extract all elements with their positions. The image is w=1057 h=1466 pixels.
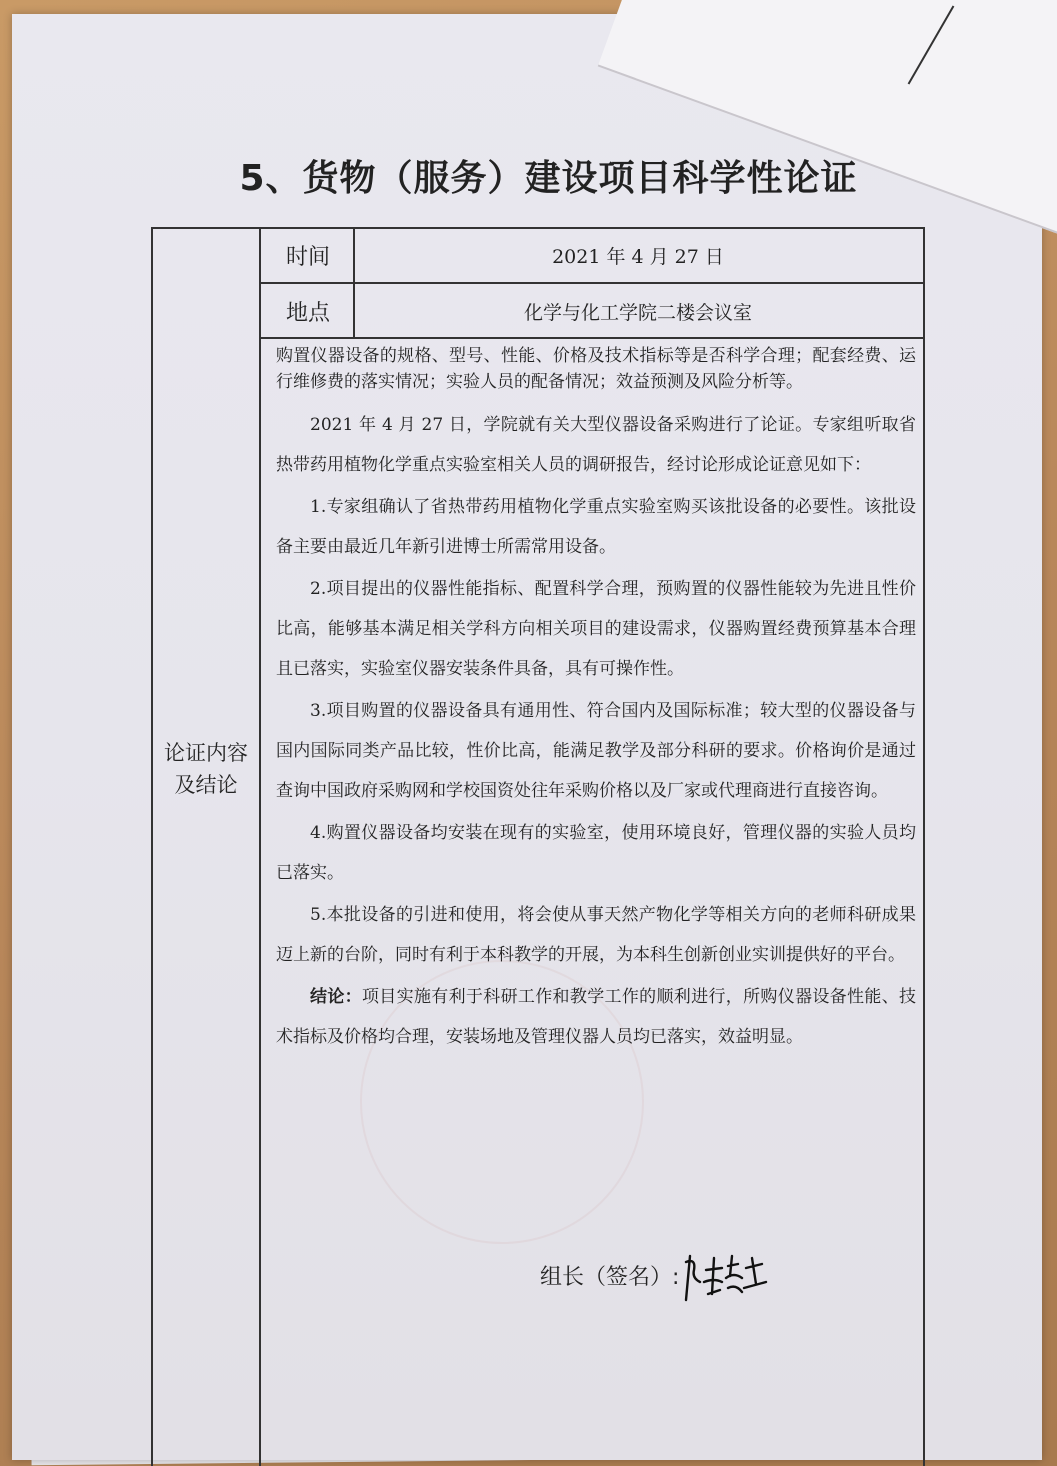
table-divider-horizontal <box>259 282 923 284</box>
content-section-label <box>153 737 259 801</box>
sign-label: 组长（签名）: <box>540 1265 680 1290</box>
time-value: 2021 年 4 月 27 日 <box>552 246 724 268</box>
conclusion-text: 项目实施有利于科研工作和教学工作的顺利进行，所购仪器设备性能、技术指标及价格均合理，安装场地及管理仪器人员均已落实，效益明显。 <box>276 987 917 1047</box>
place-value: 化学与化工学院二楼会议室 <box>523 302 752 324</box>
content-intro: 购置仪器设备的规格、型号、性能、价格及技术指标等是否科学合理；配套经费、运行维修费的落实情况；实验人员的配备情况；效益预测及风险分析等。 <box>276 346 916 392</box>
place-label: 地点 <box>285 301 330 326</box>
paragraph-item-3: 3.项目购置的仪器设备具有通用性、符合国内及国际标准；较大型的仪器设备与国内国际同类产品比较，性价比高，能满足教学及部分科研的要求。价格询价是通过查询中国政府采购网和学校国资处往年采购价格以及厂家或代理商进行直接咨询。 <box>276 701 916 801</box>
content-body <box>276 343 916 1059</box>
handwritten-signature <box>676 1248 776 1308</box>
page-title: 5、货物（服务）建设项目科学性论证 <box>239 158 858 199</box>
conclusion-label: 结论： <box>310 987 362 1007</box>
paragraph-opening: 2021 年 4 月 27 日，学院就有关大型仪器设备采购进行了论证。专家组听取省热带药用植物化学重点实验室相关人员的调研报告，经讨论形成论证意见如下： <box>276 415 916 475</box>
table-divider-vertical <box>259 227 261 1466</box>
table-divider-horizontal <box>259 337 923 339</box>
paragraph-item-2: 2.项目提出的仪器性能指标、配置科学合理，预购置的仪器性能较为先进且性价比高，能够基本满足相关学科方向相关项目的建设需求，仪器购置经费预算基本合理且已落实，实验室仪器安装条件具备，具有可操作性。 <box>276 579 916 679</box>
time-label: 时间 <box>285 245 330 270</box>
conclusion-paragraph <box>276 977 916 1057</box>
content-section-label-line1: 论证内容 <box>164 741 248 765</box>
paragraph-item-1: 1.专家组确认了省热带药用植物化学重点实验室购买该批设备的必要性。该批设备主要由最近几年新引进博士所需常用设备。 <box>276 497 916 557</box>
paragraph-item-5: 5.本批设备的引进和使用，将会使从事天然产物化学等相关方向的老师科研成果迈上新的台阶，同时有利于本科教学的开展，为本科生创新创业实训提供好的平台。 <box>276 905 916 965</box>
content-section-label-line2: 及结论 <box>174 773 238 797</box>
paragraph-item-4: 4.购置仪器设备均安装在现有的实验室，使用环境良好，管理仪器的实验人员均已落实。 <box>276 823 916 883</box>
